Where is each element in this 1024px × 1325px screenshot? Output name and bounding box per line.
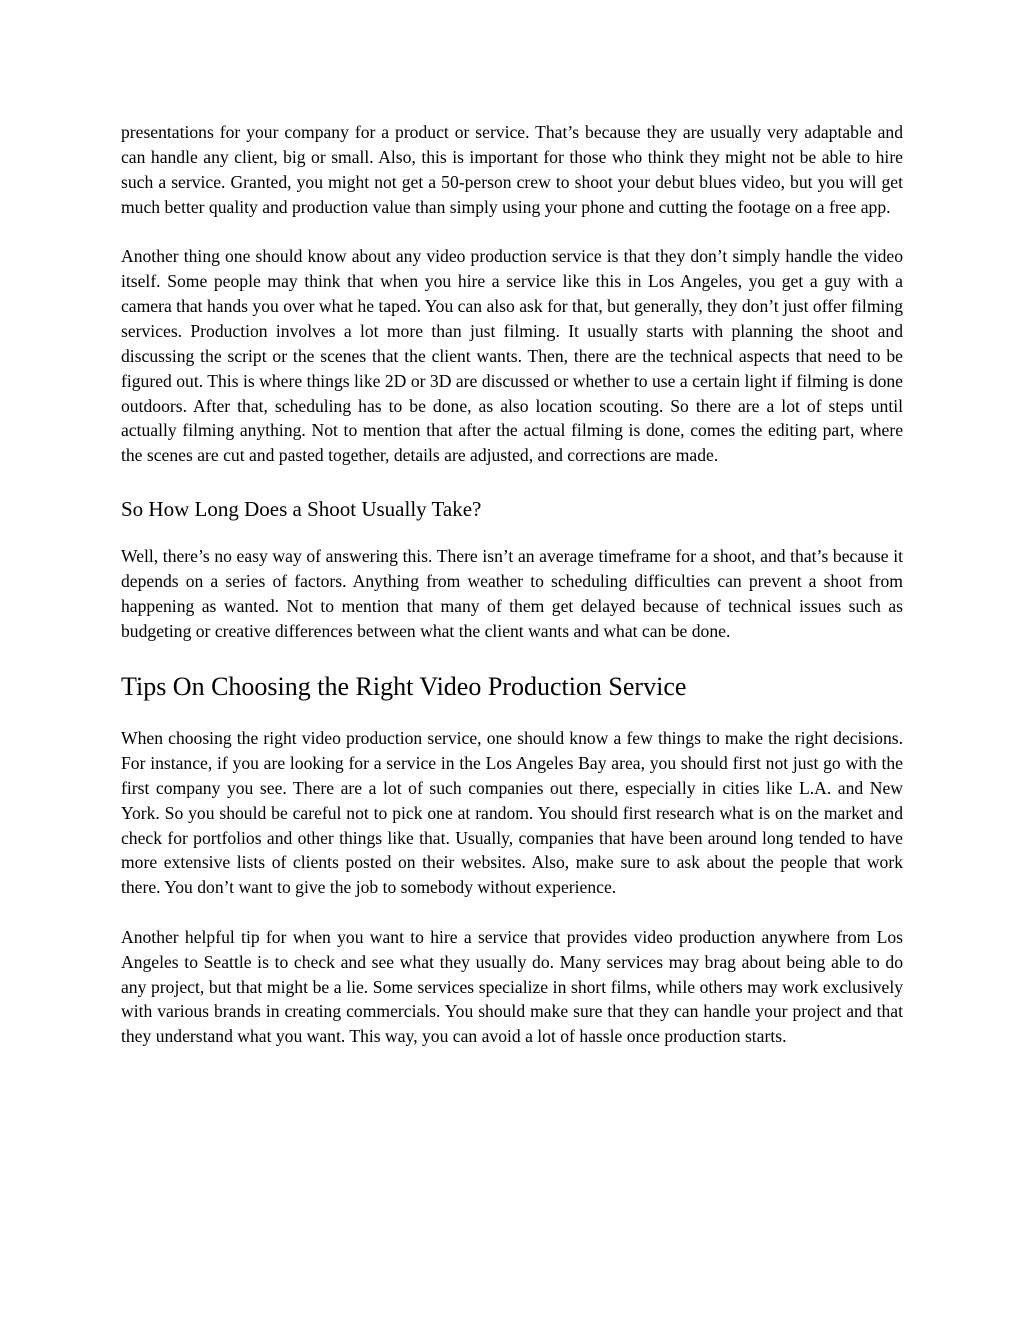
heading-choosing-tips: Tips On Choosing the Right Video Production Service bbox=[121, 671, 687, 701]
paragraph-helpful-tip: Another helpful tip for when you want to hire a service that provides video production anywhere from Los Angeles to Seattle is to check and see what they usually do. Many services may brag about being able to do any project, but that might be a lie. Some services specialize in short films, while others may work exclusively with various brands in creating commercials. You should make sure that they can handle your project and that they understand what you want. This way, you can avoid a lot of hassle once production starts. bbox=[121, 926, 903, 1047]
document-page bbox=[121, 120, 903, 1049]
paragraph-intro-continued: presentations for your company for a product or service. That’s because they are usually very adaptable and can handle any client, big or small. Also, this is important for those who think they might not be able to hire such a service. Granted, you might not get a 50-person crew to shoot your debut blues video, but you will get much better quality and production value than simply using your phone and cutting the footage on a free app. bbox=[121, 122, 903, 217]
paragraph-shoot-duration: Well, there’s no easy way of answering this. There isn’t an average timeframe for a shoot, and that’s because it depends on a series of factors. Anything from weather to scheduling difficulties can prevent a shoot from happening as wanted. Not to mention that many of them get delayed because of technical issues such as budgeting or creative differences between what the client wants and what can be done. bbox=[121, 546, 903, 641]
heading-shoot-duration: So How Long Does a Shoot Usually Take? bbox=[121, 497, 482, 522]
paragraph-choosing-right-service: When choosing the right video production service, one should know a few things to make the right decisions. For instance, if you are looking for a service in the Los Angeles Bay area, you should first not just go with the first company you see. There are a lot of such companies out there, especially in cities like L.A. and New York. So you should be careful not to pick one at random. You should first research what is on the market and check for portfolios and other things like that. Usually, companies that have been around long tended to have more extensive lists of clients posted on their websites. Also, make sure to ask about the people that work there. You don’t want to give the job to somebody without experience. bbox=[121, 727, 903, 898]
paragraph-production-steps: Another thing one should know about any video production service is that they don’t simply handle the video itself. Some people may think that when you hire a service like this in Los Angeles, you get a guy with a camera that hands you over what he taped. You can also ask for that, but generally, they don’t just offer filming services. Production involves a lot more than just filming. It usually starts with planning the shoot and discussing the script or the scenes that the client wants. Then, there are the technical aspects that need to be figured out. This is where things like 2D or 3D are discussed or whether to use a certain light if filming is done outdoors. After that, scheduling has to be done, as also location scouting. So there are a lot of steps until actually filming anything. Not to mention that after the actual filming is done, comes the editing part, where the scenes are cut and pasted together, details are adjusted, and corrections are made. bbox=[121, 246, 903, 466]
